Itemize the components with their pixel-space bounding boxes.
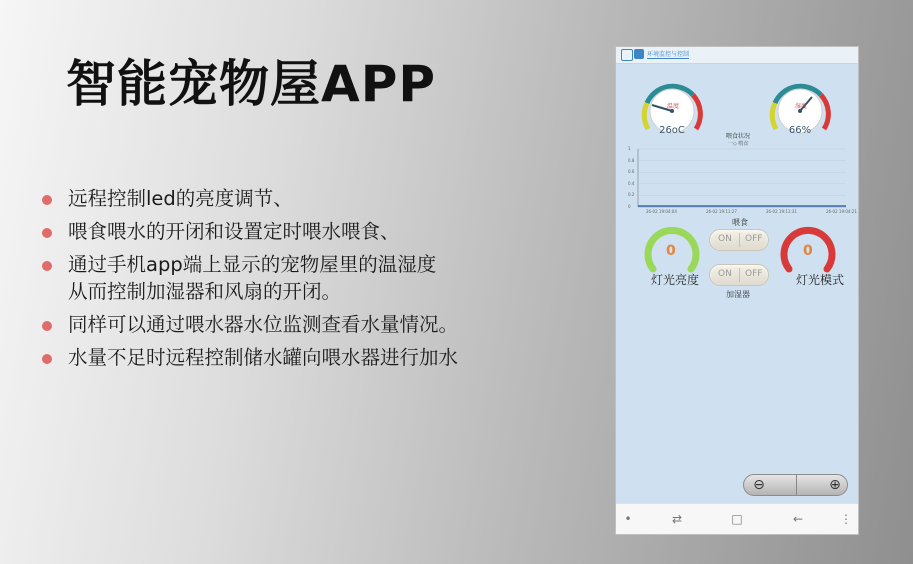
- humidifier-on-label[interactable]: ON: [718, 269, 732, 279]
- feed-off-label[interactable]: OFF: [745, 234, 763, 244]
- chart-y-tick: 0: [628, 204, 631, 209]
- tab-environment[interactable]: 环境监控与控制: [647, 51, 690, 58]
- bullet-list: [42, 185, 602, 377]
- humidifier-label: 加湿器: [726, 290, 750, 299]
- temperature-value: 26oC: [659, 125, 685, 136]
- feed-toggle-divider: [739, 233, 740, 247]
- bullet-item: [42, 251, 602, 305]
- feed-on-label[interactable]: ON: [718, 234, 732, 244]
- bullet-dot-icon: [42, 228, 52, 238]
- zoom-in-icon[interactable]: ⊕: [829, 477, 841, 493]
- chart-x-tick: 26-02 19:04:21: [826, 209, 857, 214]
- light-brightness-value: 0: [666, 243, 676, 259]
- humidifier-toggle[interactable]: [709, 264, 769, 286]
- chart-title: 喂食状况: [726, 133, 751, 140]
- chart-y-tick: 0.2: [628, 192, 635, 198]
- home-square-icon[interactable]: □: [731, 512, 743, 526]
- bullet-item: [42, 344, 602, 371]
- light-brightness-label: 灯光亮度: [651, 273, 700, 287]
- zoom-control[interactable]: [743, 474, 848, 496]
- feed-label: 喂食: [732, 218, 748, 227]
- bullet-text: 喂食喂水的开闭和设置定时喂水喂食、: [68, 220, 400, 243]
- humidifier-toggle-divider: [739, 268, 740, 282]
- chart-y-tick: 0.4: [628, 180, 635, 186]
- light-mode-label: 灯光模式: [796, 273, 845, 287]
- back-arrow-icon[interactable]: ←: [792, 512, 804, 526]
- android-nav-bar: [616, 503, 858, 535]
- humidifier-off-label[interactable]: OFF: [745, 269, 763, 279]
- light-mode-value: 0: [803, 243, 813, 259]
- bullet-dot-icon: [42, 195, 52, 205]
- zoom-divider: [796, 475, 797, 495]
- chart-x-tick: 26-02 19:11:31: [766, 209, 797, 214]
- humidity-label: 湿度: [795, 103, 808, 110]
- humidity-value: 66%: [788, 125, 812, 136]
- bullet-dot-icon: [42, 261, 52, 271]
- chart-x-tick: 26-02 19:11:27: [706, 209, 737, 214]
- bullet-item: [42, 311, 602, 338]
- bullet-text: 水量不足时远程控制储水罐向喂水器进行加水: [68, 346, 459, 369]
- bullet-item: [42, 218, 602, 245]
- zoom-out-icon[interactable]: ⊖: [753, 477, 765, 493]
- bullet-dot-icon: [42, 321, 52, 331]
- feeding-chart: [626, 147, 848, 213]
- chart-y-tick: 0.8: [628, 157, 635, 163]
- switch-apps-icon[interactable]: ⇄: [671, 512, 683, 526]
- app-tab-bar: [616, 47, 858, 64]
- bullet-text: 通过手机app端上显示的宠物屋里的温湿度: [68, 253, 437, 276]
- phone-screenshot: [615, 46, 859, 535]
- nav-dot-icon[interactable]: •: [624, 512, 632, 526]
- app-logo-icon[interactable]: [634, 49, 644, 59]
- chart-x-tick: 26-02 19:04:04: [646, 209, 677, 214]
- chart-y-tick: 1: [628, 146, 631, 151]
- bullet-text: 同样可以通过喂水器水位监测查看水量情况。: [68, 313, 459, 336]
- bullet-text: 远程控制led的亮度调节、: [68, 187, 293, 210]
- chart-legend: 一◇ 喂食: [728, 141, 749, 147]
- feed-toggle[interactable]: [709, 229, 769, 251]
- chart-y-tick: 0.6: [628, 169, 635, 175]
- bullet-item: [42, 185, 602, 212]
- bullet-dot-icon: [42, 354, 52, 364]
- slide-title: 智能宠物屋APP: [66, 55, 436, 113]
- temperature-label: 温度: [667, 103, 680, 110]
- device-icon[interactable]: [621, 49, 633, 61]
- more-menu-icon[interactable]: ⋮: [840, 512, 852, 526]
- bullet-text-continued: 从而控制加湿器和风扇的开闭。: [68, 280, 342, 303]
